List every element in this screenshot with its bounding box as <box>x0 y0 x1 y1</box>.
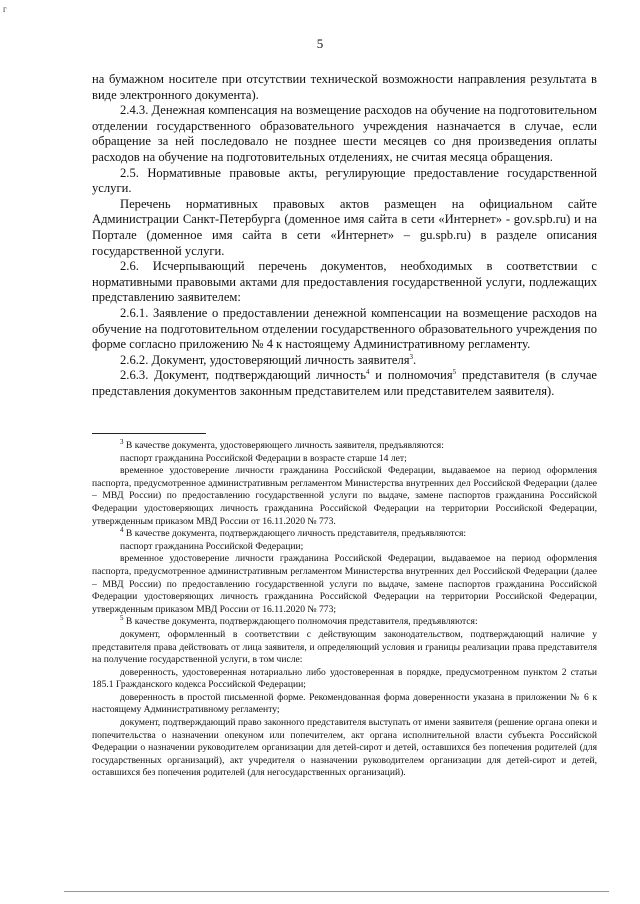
paragraph <box>92 368 597 399</box>
footnote-mark: 5 <box>120 614 124 623</box>
footnote-item: временное удостоверение личности гражданина Российской Федерации, выдаваемое на период оформления паспорта, предусмотренное административным регламентом Министерства внутренних дел Российской Федерации (далее – МВД России) по предоставлению государственной услуги по выдаче, замене паспортов гражданина Российской Федерации удостоверяющих личность гражданина Российской Федерации на территории Российской Федерации, утвержденным приказом МВД России от 16.11.2020 № 773. <box>92 465 597 527</box>
paragraph: 2.4.3. Денежная компенсация на возмещение расходов на обучение на подготовительном отделении государственного образовательного учреждения назначается в случае, если обращение за ней последовало не позднее шести месяцев со дня произведения оплаты расходов на обучение на подготовительных отделениях, не считая месяца обращения. <box>92 103 597 164</box>
paragraph: Перечень нормативных правовых актов размещен на официальном сайте Администрации Санкт-Петербурга (доменное имя сайта в сети «Интернет» - gov.spb.ru) и на Портале (доменное имя сайта в сети «Интернет» – gu.spb.ru) в разделе описания государственной услуги. <box>92 196 597 258</box>
footnote-item: документ, подтверждающий право законного представителя выступать от имени заявителя (решение органа опеки и попечительства о назначении опекуном или попечителем, акт органа исполнительной власти субъекта Российской Федерации о назначении руководителем организации для детей-сирот и детей, оставшихся без попечения родителей (для государственных организаций), акт учредителя о назначении руководителем организации для детей-сирот и детей, оставшихся без попечения родителей (для негосударственных организаций). <box>92 717 597 779</box>
footnote-5 <box>92 616 597 629</box>
page-bottom-edge <box>64 891 609 892</box>
main-text <box>92 72 597 399</box>
footnote-text: В качестве документа, удостоверяющего личность заявителя, предъявляются: <box>123 440 444 451</box>
footnote-item: документ, оформленный в соответствии с действующим законодательством, подтверждающий наличие у представителя права действовать от лица заявителя, и определяющий условия и границы реализации права представителя на получение государственной услуги, в том числе: <box>92 628 597 666</box>
footnote-item: временное удостоверение личности гражданина Российской Федерации, выдаваемое на период оформления паспорта, предусмотренное административным регламентом Министерства внутренних дел Российской Федерации (далее – МВД России) по предоставлению государственной услуги по выдаче, замене паспортов гражданина Российской Федерации удостоверяющих личность гражданина Российской Федерации на территории Российской Федерации, утвержденным приказом МВД России от 16.11.2020 № 773; <box>92 553 597 615</box>
footnote-ref-4[interactable]: 4 <box>365 368 370 377</box>
paragraph <box>92 353 597 369</box>
paragraph-text: 2.6.2. Документ, удостоверяющий личность заявителя <box>120 352 410 367</box>
footnote-4 <box>92 525 597 541</box>
paragraph-text: . <box>413 352 417 367</box>
paragraph: 2.6. Исчерпывающий перечень документов, необходимых в соответствии с нормативными правовыми актами для предоставления государственной услуги, подлежащих представлению заявителем: <box>92 259 597 305</box>
footnote-mark: 3 <box>120 437 124 446</box>
paragraph-text: и полномочия <box>369 368 453 383</box>
footnote-ref-5[interactable]: 5 <box>452 368 457 377</box>
footnote-text: В качестве документа, подтверждающего личность представителя, предъявляются: <box>123 528 467 540</box>
footnote-text: В качестве документа, подтверждающего полномочия представителя, предъявляются: <box>123 616 478 628</box>
footnote-ref-3[interactable]: 3 <box>409 352 414 361</box>
paragraph: 2.5. Нормативные правовые акты, регулирующие предоставление государственной услуги. <box>92 165 597 196</box>
paragraph-text: представителя (в случае представления документов законным представителем или представителем заявителя). <box>92 368 597 398</box>
paragraph: на бумажном носителе при отсутствии технической возможности направления результата в виде электронного документа). <box>92 72 597 102</box>
corner-mark: г <box>3 4 7 14</box>
footnote-item: паспорт гражданина Российской Федерации; <box>120 540 304 552</box>
footnote-mark: 4 <box>120 525 124 534</box>
page-number: 5 <box>316 36 324 51</box>
paragraph: 2.6.1. Заявление о предоставлении денежной компенсации на возмещение расходов на обучение на подготовительном отделении государственного образовательного учреждения по форме согласно приложению № 4 к настоящему Административному регламенту. <box>92 305 597 352</box>
paragraph-text: 2.6.3. Документ, подтверждающий личность <box>120 368 366 383</box>
footnote-item: доверенность в простой письменной форме. Рекомендованная форма доверенности указана в приложении № 6 к настоящему Административному регламенту; <box>92 691 597 716</box>
footnote-item: паспорт гражданина Российской Федерации в возрасте старше 14 лет; <box>120 452 407 464</box>
footnote-3 <box>92 437 597 453</box>
footnote-item: доверенность, удостоверенная нотариально либо удостоверенная в порядке, предусмотренном пунктом 2 статьи 185.1 Гражданского кодекса Российской Федерации; <box>92 666 597 691</box>
footnotes <box>92 437 597 780</box>
footnote-divider <box>92 433 206 434</box>
